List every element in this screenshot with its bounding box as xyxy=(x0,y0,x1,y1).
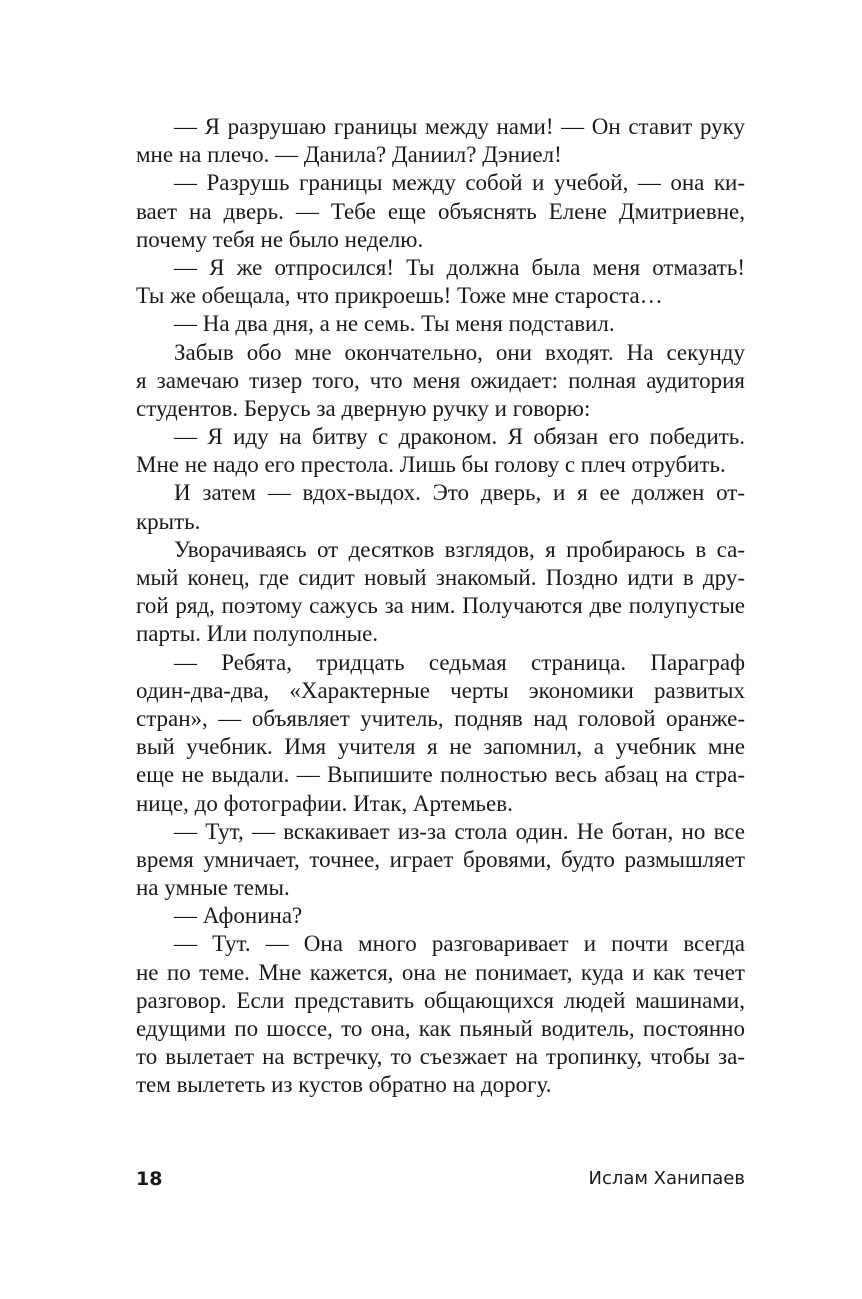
paragraph xyxy=(136,536,745,649)
text-line: я замечаю тизер того, что меня ожидает: полная аудитория xyxy=(136,367,745,393)
paragraph xyxy=(136,902,745,930)
text-line: гой ряд, поэтому сажусь за ним. Получаются две полупустые xyxy=(136,593,745,619)
paragraph xyxy=(136,310,745,338)
text-line: крыть. xyxy=(136,508,201,534)
text-line: на умные темы. xyxy=(136,875,290,901)
page-footer xyxy=(136,1168,745,1198)
text-line: вает на дверь. — Тебе еще объяснять Елене Дмитриевне, xyxy=(136,198,745,224)
paragraph xyxy=(136,930,745,1099)
text-line: Ты же обещала, что прикроешь! Тоже мне староста… xyxy=(136,283,663,309)
text-line: мне на плечо. — Данила? Даниил? Дэниел! xyxy=(136,142,562,168)
text-line: — Тут, — вскакивает из-за стола один. Не ботан, но все xyxy=(174,818,745,844)
text-line: почему тебя не было неделю. xyxy=(136,226,424,252)
paragraph xyxy=(136,113,745,169)
text-line: вый учебник. Имя учителя я не запомнил, а учебник мне xyxy=(136,734,745,760)
text-line: время умничает, точнее, играет бровями, будто размышляет xyxy=(136,846,745,872)
text-line: парты. Или полуполные. xyxy=(136,621,379,647)
paragraph xyxy=(136,818,745,903)
text-line: — Я разрушаю границы между нами! — Он ставит руку xyxy=(174,114,745,139)
text-line: — Разрушь границы между собой и учебой, — она ки- xyxy=(174,170,745,196)
running-author: Ислам Ханипаев xyxy=(588,1168,745,1189)
text-line: Забыв обо мне окончательно, они входят. На секунду xyxy=(174,339,745,365)
text-line: — На два дня, а не семь. Ты меня подставил. xyxy=(174,311,615,337)
text-line: — Я иду на битву с драконом. Я обязан его победить. xyxy=(174,424,745,450)
text-line: студентов. Берусь за дверную ручку и говорю: xyxy=(136,395,591,421)
text-line: — Тут. — Она много разговаривает и почти всегда xyxy=(174,931,745,957)
text-line: — Ребята, тридцать седьмая страница. Параграф xyxy=(174,649,745,675)
text-line: Уворачиваясь от десятков взглядов, я пробираюсь в са- xyxy=(174,536,745,562)
text-line: И затем — вдох-выдох. Это дверь, и я ее должен от- xyxy=(174,480,745,506)
body-text xyxy=(136,113,745,1100)
page-number: 18 xyxy=(136,1168,163,1190)
paragraph xyxy=(136,169,745,254)
paragraph xyxy=(136,649,745,818)
text-line: мый конец, где сидит новый знакомый. Поздно идти в дру- xyxy=(136,565,745,590)
text-line: не по теме. Мне кажется, она не понимает, куда и как течет xyxy=(136,959,745,985)
text-line: то вылетает на встречку, то съезжает на тропинку, чтобы за- xyxy=(136,1044,745,1070)
text-line: еще не выдали. — Выпишите полностью весь абзац на стра- xyxy=(136,762,745,788)
text-line: один-два-два, «Характерные черты экономики развитых xyxy=(136,677,745,703)
text-line: стран», — объявляет учитель, подняв над головой оранже- xyxy=(136,705,745,731)
text-line: — Афонина? xyxy=(174,903,303,929)
text-line: разговор. Если представить общающихся людей машинами, xyxy=(136,987,745,1013)
text-line: — Я же отпросился! Ты должна была меня отмазать! xyxy=(174,254,745,280)
text-line: нице, до фотографии. Итак, Артемьев. xyxy=(136,790,513,816)
paragraph xyxy=(136,339,745,424)
text-line: Мне не надо его престола. Лишь бы голову с плеч отрубить. xyxy=(136,452,726,478)
text-line: тем вылететь из кустов обратно на дорогу. xyxy=(136,1072,552,1098)
paragraph xyxy=(136,479,745,535)
paragraph xyxy=(136,254,745,310)
text-line: едущими по шоссе, то она, как пьяный водитель, постоянно xyxy=(136,1016,745,1041)
paragraph xyxy=(136,423,745,479)
